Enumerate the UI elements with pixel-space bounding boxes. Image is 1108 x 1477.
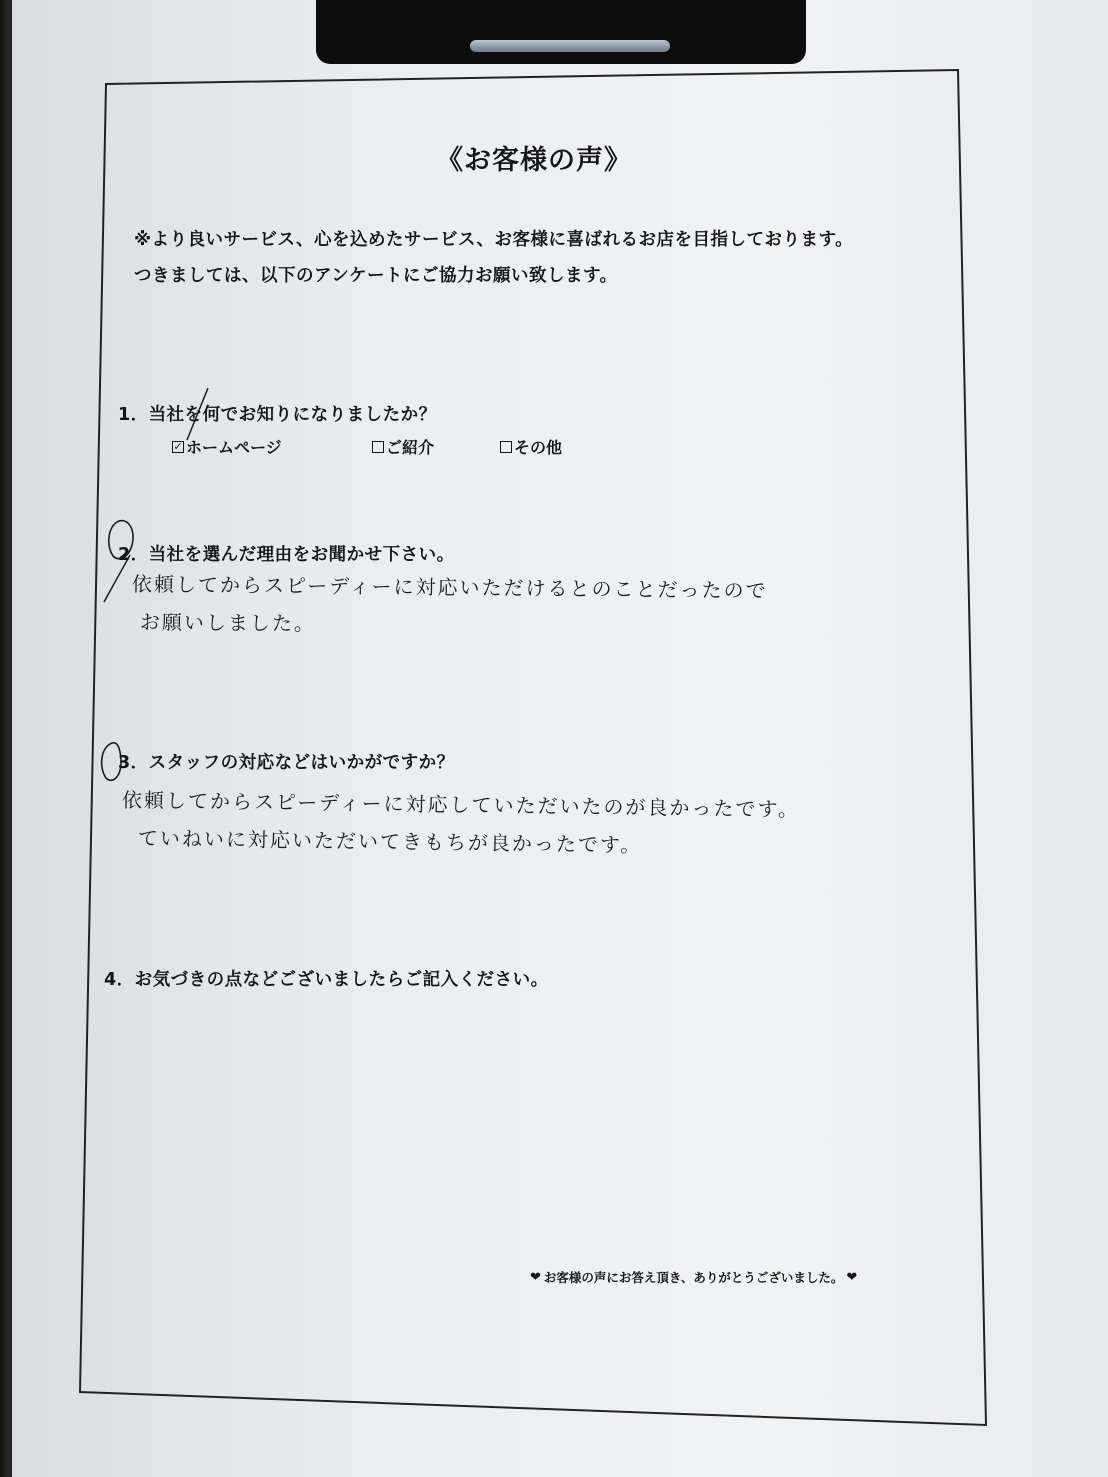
q1-option-label: ご紹介 xyxy=(386,438,435,457)
q2-answer-line-1: 依頼してからスピーディーに対応いただけるとのことだったので xyxy=(131,572,768,603)
survey-title: 《お客様の声》 xyxy=(436,145,632,176)
check-mark: ✓ xyxy=(173,439,183,453)
q3-label: 3．スタッフの対応などはいかがですか？ xyxy=(118,753,455,773)
intro-line-2: つきましては、以下のアンケートにご協力お願い致します。 xyxy=(134,266,618,286)
q2-label: 2．当社を選んだ理由をお聞かせ下さい。 xyxy=(118,545,455,565)
q1-option-label: ホームページ xyxy=(186,438,282,457)
q3-answer-line-2: ていねいに対応いただいてきもちが良かったです。 xyxy=(137,826,643,858)
q3-answer-line-1: 依頼してからスピーディーに対応していただいたのが良かったです。 xyxy=(121,788,801,822)
checkbox-checked-icon[interactable] xyxy=(172,441,184,453)
heart-icon: ❤ xyxy=(530,1269,541,1285)
checkbox-icon[interactable] xyxy=(372,441,384,453)
q1-option-other[interactable] xyxy=(500,435,562,458)
q2-answer-line-2: お願いしました。 xyxy=(139,610,317,636)
footer-text: お客様の声にお答え頂き、ありがとうございました。 xyxy=(543,1270,844,1285)
q1-option-label: その他 xyxy=(514,438,563,457)
q1-option-homepage[interactable] xyxy=(172,435,282,458)
checkbox-icon[interactable] xyxy=(500,441,512,453)
q1-label: 1．当社を何でお知りになりましたか？ xyxy=(118,405,437,425)
q4-label: 4．お気づきの点などございましたらご記入ください。 xyxy=(104,970,549,990)
q1-option-referral[interactable] xyxy=(372,435,434,458)
heart-icon: ❤ xyxy=(846,1269,858,1285)
intro-line-1: ※より良いサービス、心を込めたサービス、お客様に喜ばれるお店を目指しております。 xyxy=(134,230,854,250)
thank-you-footer xyxy=(530,1268,857,1286)
